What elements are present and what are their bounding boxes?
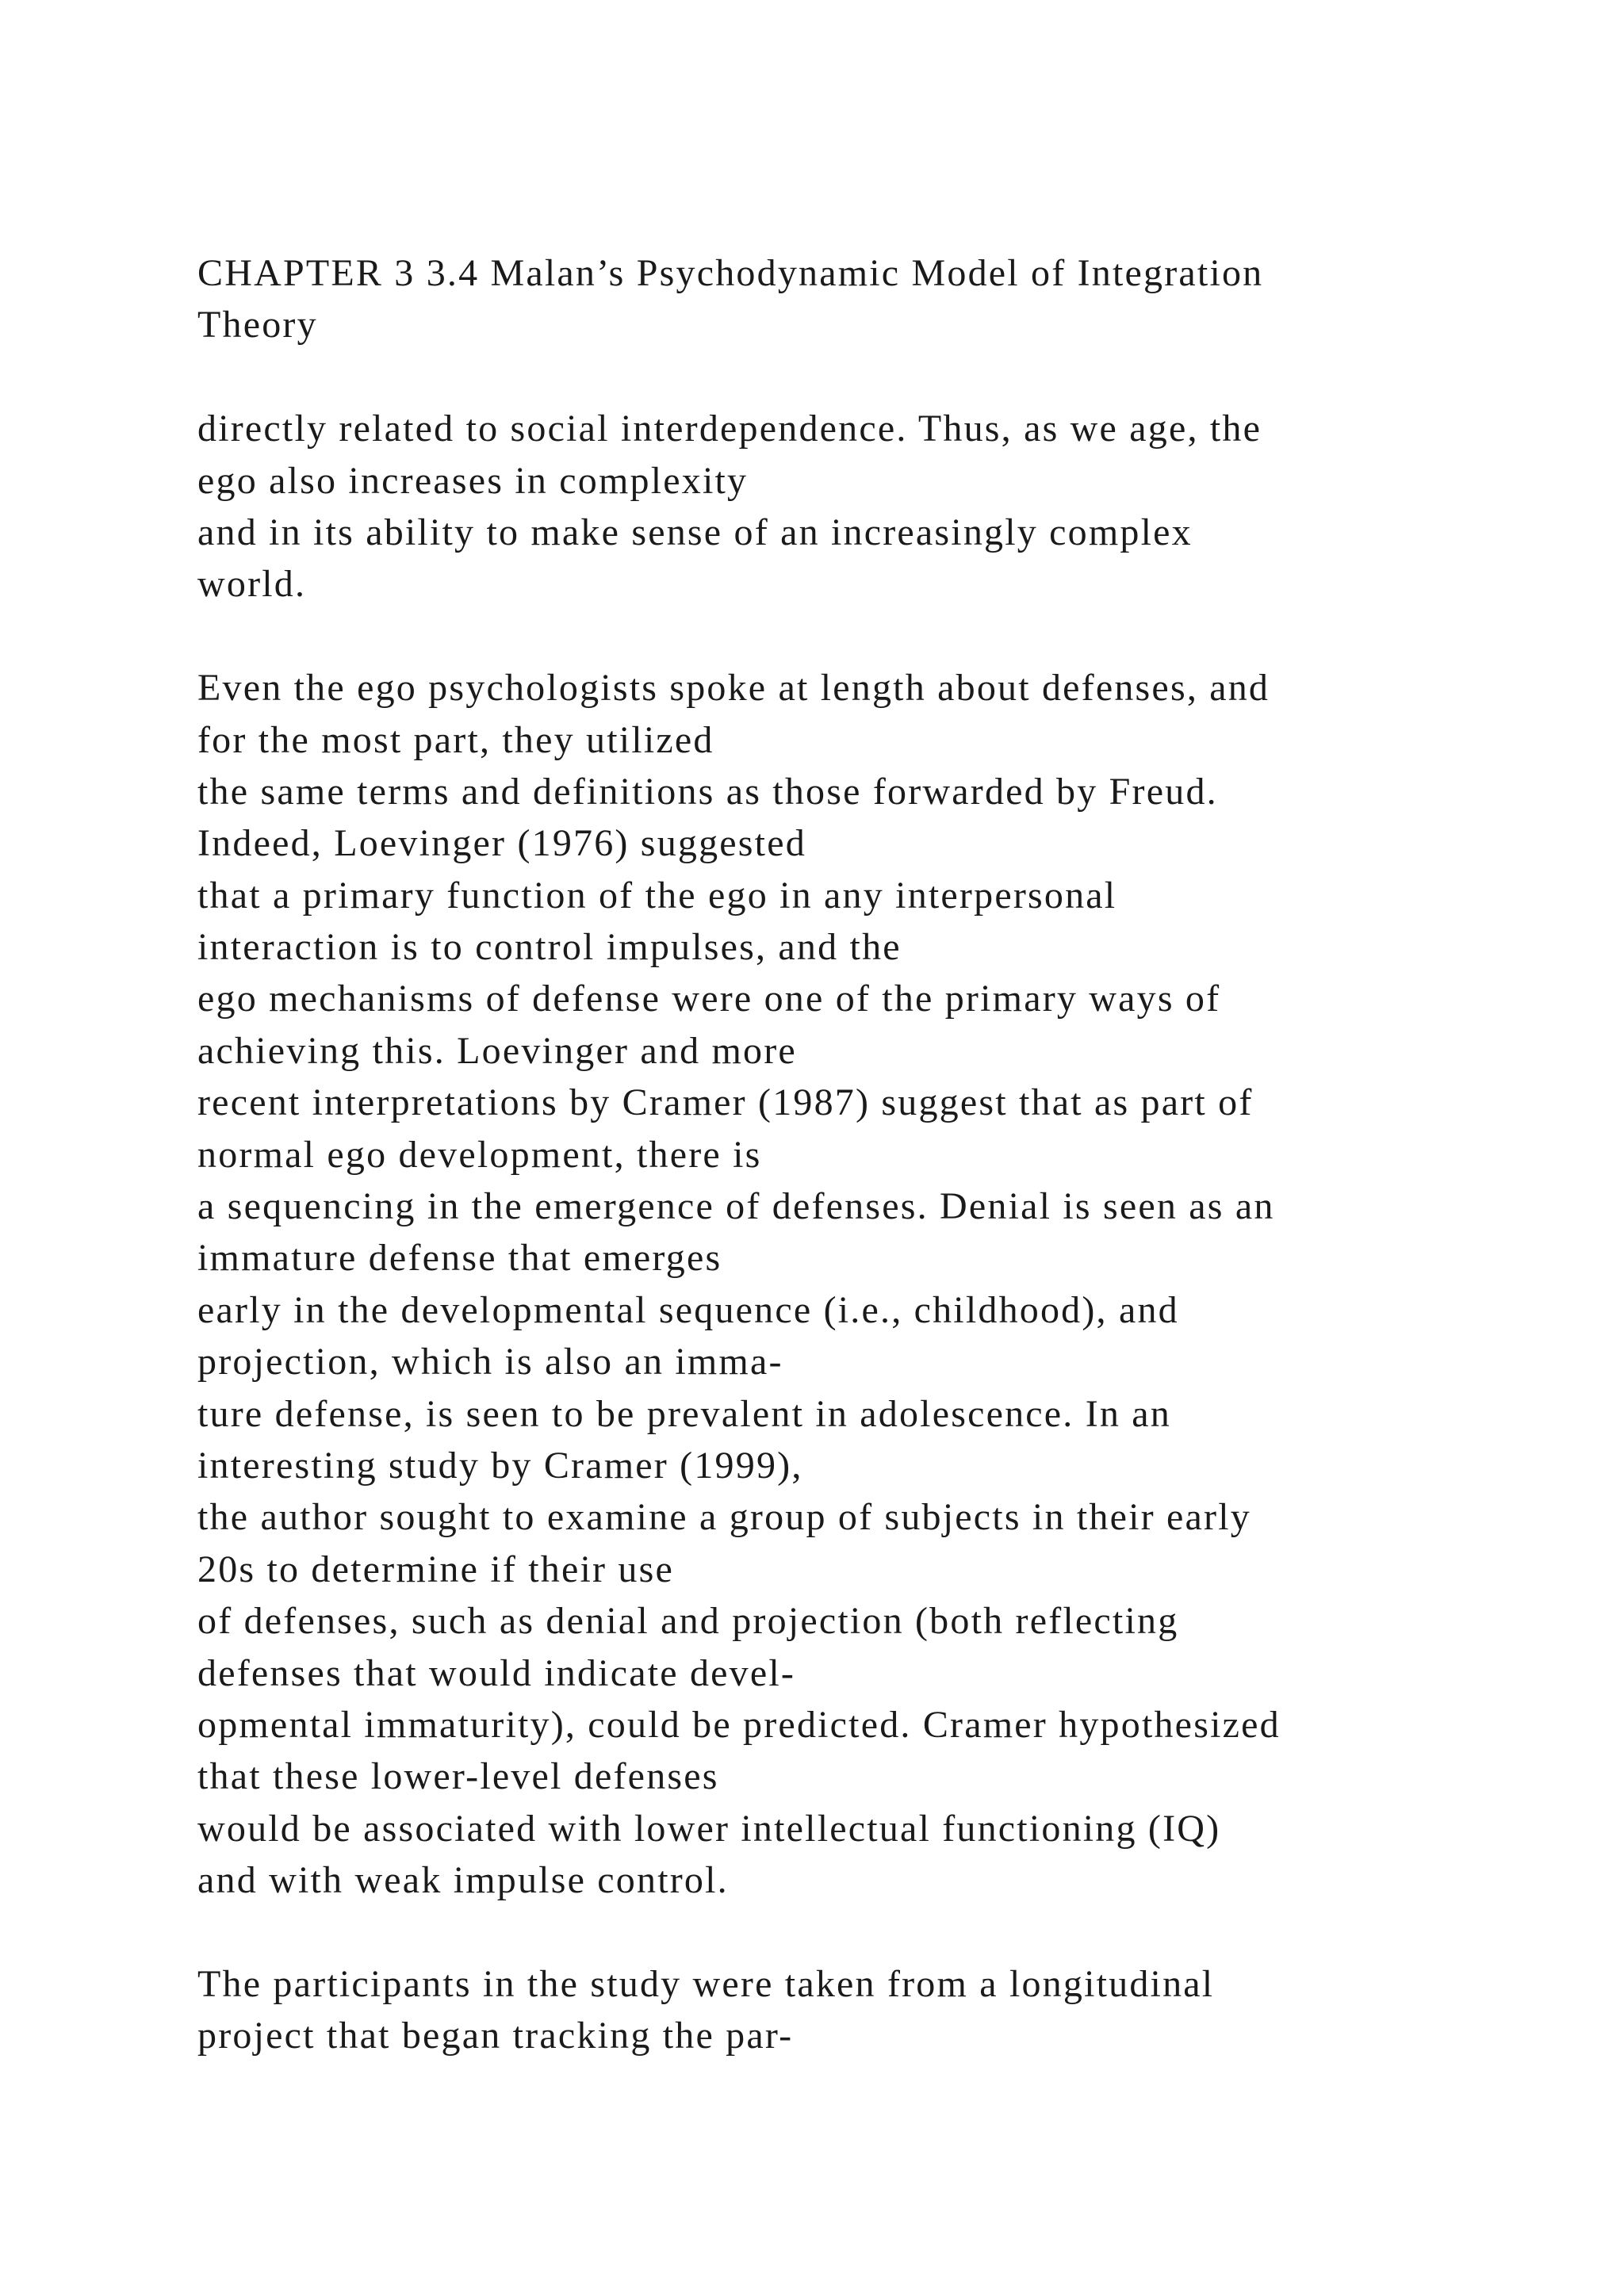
- paragraph-2-line: immature defense that emerges: [197, 1237, 722, 1280]
- paragraph-2-line: ture defense, is seen to be prevalent in adolescence. In an: [197, 1392, 1171, 1435]
- paragraph-2-line: Indeed, Loevinger (1976) suggested: [197, 822, 806, 865]
- paragraph-2-line: defenses that would indicate devel-: [197, 1651, 796, 1694]
- paragraph-2-line: projection, which is also an imma-: [197, 1341, 783, 1383]
- paragraph-2-line: and with weak impulse control.: [197, 1859, 729, 1902]
- paragraph-2-line: normal ego development, there is: [197, 1133, 762, 1176]
- paragraph-2-line: Even the ego psychologists spoke at length about defenses, and: [197, 667, 1270, 710]
- paragraph-1-line: and in its ability to make sense of an increasingly complex: [197, 511, 1193, 553]
- paragraph-2-line: opmental immaturity), could be predicted. Cramer hypothesized: [197, 1703, 1281, 1746]
- paragraph-2-line: 20s to determine if their use: [197, 1548, 674, 1590]
- paragraph-2-line: for the most part, they utilized: [197, 718, 714, 761]
- paragraph-2-line: that a primary function of the ego in any interpersonal: [197, 874, 1117, 916]
- paragraph-2-line: early in the developmental sequence (i.e., childhood), and: [197, 1288, 1179, 1331]
- paragraph-2-line: the same terms and definitions as those forwarded by Freud.: [197, 770, 1218, 813]
- paragraph-gap: [197, 351, 1545, 403]
- paragraph-2-line: a sequencing in the emergence of defenses. Denial is seen as an: [197, 1185, 1275, 1228]
- paragraph-2-line: interesting study by Cramer (1999),: [197, 1444, 803, 1487]
- paragraph-1-line: directly related to social interdependence. Thus, as we age, the: [197, 408, 1262, 450]
- document-text: [197, 247, 1545, 2062]
- paragraph-2-line: would be associated with lower intellectual functioning (IQ): [197, 1807, 1221, 1850]
- paragraph-2-line: recent interpretations by Cramer (1987) suggest that as part of: [197, 1081, 1254, 1124]
- paragraph-2-line: of defenses, such as denial and projection (both reflecting: [197, 1600, 1179, 1643]
- paragraph-2-line: that these lower-level defenses: [197, 1755, 719, 1798]
- paragraph-2-line: achieving this. Loevinger and more: [197, 1029, 797, 1072]
- paragraph-gap: [197, 1907, 1545, 1958]
- paragraph-gap: [197, 610, 1545, 662]
- paragraph-1-line: ego also increases in complexity: [197, 459, 749, 502]
- chapter-heading-line-1: CHAPTER 3 3.4 Malan’s Psychodynamic Model of Integration: [197, 252, 1264, 294]
- chapter-heading-line-2: Theory: [197, 304, 318, 346]
- paragraph-2-line: the author sought to examine a group of subjects in their early: [197, 1496, 1251, 1539]
- paragraph-2-line: ego mechanisms of defense were one of the primary ways of: [197, 978, 1221, 1020]
- paragraph-3-line: project that began tracking the par-: [197, 2015, 794, 2057]
- paragraph-3-line: The participants in the study were taken from a longitudinal: [197, 1962, 1215, 2005]
- paragraph-2-line: interaction is to control impulses, and the: [197, 926, 902, 969]
- paragraph-1-line: world.: [197, 563, 307, 606]
